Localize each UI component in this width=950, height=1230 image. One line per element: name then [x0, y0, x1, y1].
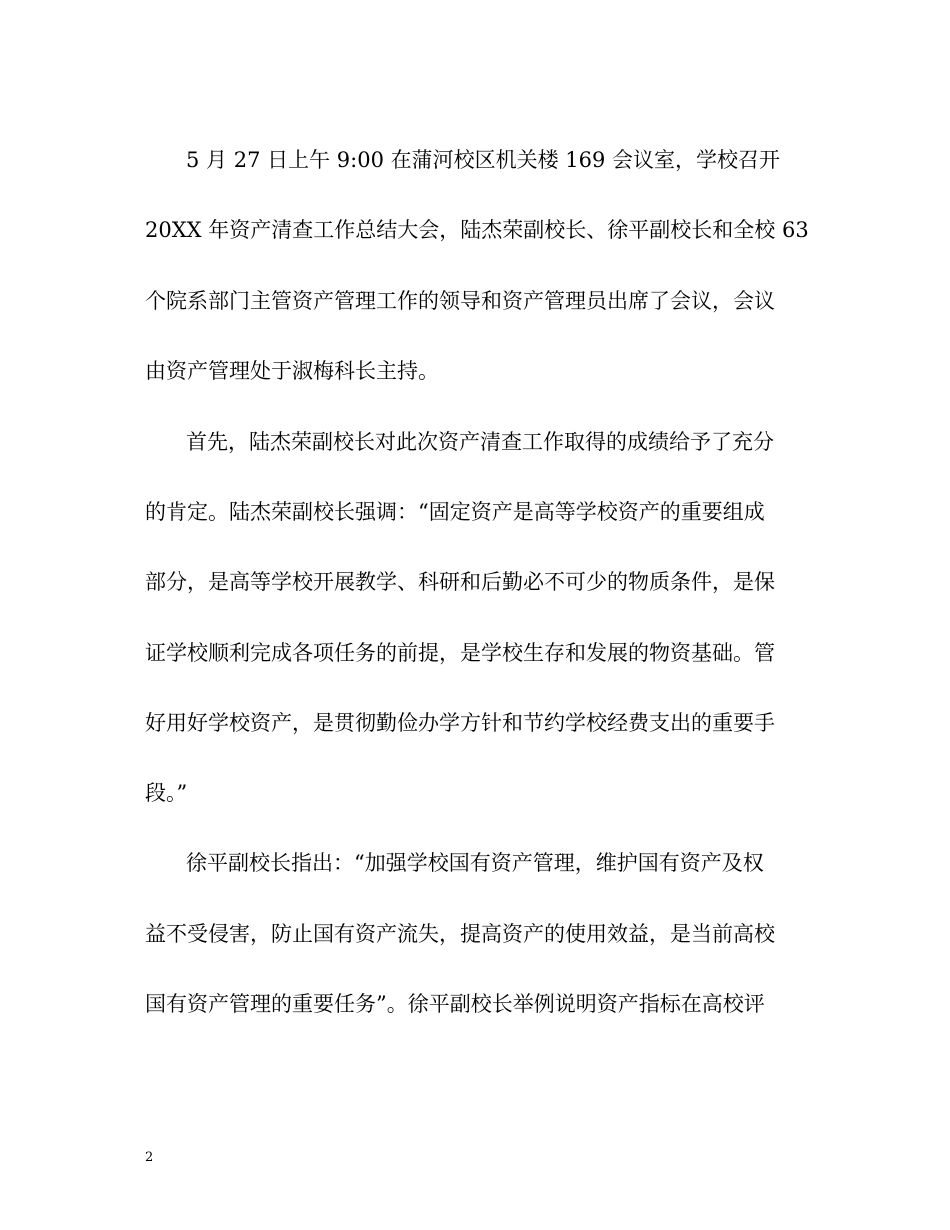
paragraph-2-line-4: 证学校顺利完成各项任务的前提，是学校生存和发展的物资基础。管 — [145, 641, 775, 665]
paragraph-2-line-1: 首先，陆杰荣副校长对此次资产清查工作取得的成绩给予了充分 — [186, 430, 774, 454]
paragraph-3-line-2: 益不受侵害，防止国有资产流失，提高资产的使用效益，是当前高校 — [145, 922, 775, 946]
paragraph-1-line-1: 5 月 27 日上午 9:00 在蒲河校区机关楼 169 会议室，学校召开 — [186, 148, 781, 172]
paragraph-2-line-3: 部分，是高等学校开展教学、科研和后勤必不可少的物质条件，是保 — [145, 570, 775, 594]
paragraph-1-line-3: 个院系部门主管资产管理工作的领导和资产管理员出席了会议，会议 — [145, 289, 775, 313]
paragraph-1-line-4: 由资产管理处于淑梅科长主持。 — [145, 359, 439, 383]
page-number: 2 — [145, 1150, 154, 1165]
paragraph-2-line-6: 段。” — [145, 781, 188, 805]
paragraph-3-line-1: 徐平副校长指出：“加强学校国有资产管理，维护国有资产及权 — [186, 851, 764, 875]
paragraph-2-line-5: 好用好学校资产，是贯彻勤俭办学方针和节约学校经费支出的重要手 — [145, 711, 775, 735]
paragraph-2-line-2: 的肯定。陆杰荣副校长强调：“固定资产是高等学校资产的重要组成 — [145, 500, 765, 524]
paragraph-1-line-2: 20XX 年资产清查工作总结大会，陆杰荣副校长、徐平副校长和全校 63 — [145, 218, 809, 242]
paragraph-3-line-3: 国有资产管理的重要任务”。徐平副校长举例说明资产指标在高校评 — [145, 992, 765, 1016]
